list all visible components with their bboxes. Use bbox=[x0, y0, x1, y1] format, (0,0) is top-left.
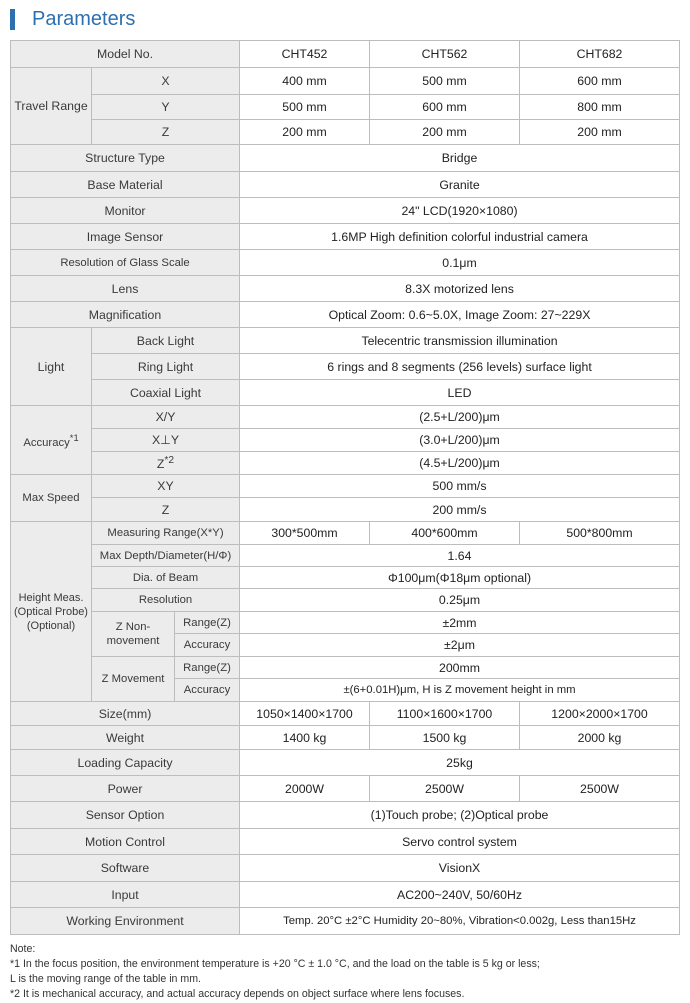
notes-section bbox=[10, 942, 685, 1002]
power-label: Power bbox=[11, 776, 240, 802]
model-3: CHT682 bbox=[520, 41, 680, 68]
max-speed-label: Max Speed bbox=[11, 475, 92, 522]
accuracy-z-label bbox=[92, 452, 240, 475]
accuracy-xperp-label: X⊥Y bbox=[92, 429, 240, 452]
z-non-movement-label: Z Non-movement bbox=[92, 612, 175, 657]
table-row-coaxial-light bbox=[11, 380, 680, 406]
loading-label: Loading Capacity bbox=[11, 750, 240, 776]
software-value: VisionX bbox=[240, 855, 680, 882]
image-sensor-label: Image Sensor bbox=[11, 224, 240, 250]
travel-z-2: 200 mm bbox=[370, 120, 520, 145]
sensor-option-label: Sensor Option bbox=[11, 802, 240, 829]
z-non-range-value: ±2mm bbox=[240, 612, 680, 634]
lens-label: Lens bbox=[11, 276, 240, 302]
size-1: 1050×1400×1700 bbox=[240, 702, 370, 726]
table-row-glass-scale bbox=[11, 250, 680, 276]
model-label: Model No. bbox=[11, 41, 240, 68]
input-value: AC200~240V, 50/60Hz bbox=[240, 882, 680, 908]
table-row-back-light bbox=[11, 328, 680, 354]
table-row-monitor bbox=[11, 198, 680, 224]
table-row-input bbox=[11, 882, 680, 908]
z-non-accuracy-label: Accuracy bbox=[175, 634, 240, 657]
ring-light-value: 6 rings and 8 segments (256 levels) surface light bbox=[240, 354, 680, 380]
table-row-travel-y bbox=[11, 95, 680, 120]
table-row-ring-light bbox=[11, 354, 680, 380]
page-title: Parameters bbox=[32, 8, 136, 30]
measuring-range-label: Measuring Range(X*Y) bbox=[92, 522, 240, 545]
base-material-value: Granite bbox=[240, 172, 680, 198]
speed-z-label: Z bbox=[92, 498, 240, 522]
travel-z-label: Z bbox=[92, 120, 240, 145]
magnification-label: Magnification bbox=[11, 302, 240, 328]
table-row-motion-control bbox=[11, 829, 680, 855]
beam-label: Dia. of Beam bbox=[92, 567, 240, 589]
accuracy-xperp-value: (3.0+L/200)μm bbox=[240, 429, 680, 452]
travel-x-2: 500 mm bbox=[370, 68, 520, 95]
power-2: 2500W bbox=[370, 776, 520, 802]
table-row-model bbox=[11, 41, 680, 68]
measuring-range-3: 500*800mm bbox=[520, 522, 680, 545]
title-accent-bar bbox=[10, 9, 15, 30]
lens-value: 8.3X motorized lens bbox=[240, 276, 680, 302]
travel-y-1: 500 mm bbox=[240, 95, 370, 120]
coaxial-light-label: Coaxial Light bbox=[92, 380, 240, 406]
measuring-range-1: 300*500mm bbox=[240, 522, 370, 545]
accuracy-footnote-mark: *1 bbox=[69, 431, 79, 443]
table-row-travel-z bbox=[11, 120, 680, 145]
glass-scale-value: 0.1μm bbox=[240, 250, 680, 276]
table-row-travel-x bbox=[11, 68, 680, 95]
table-row-accuracy-z bbox=[11, 452, 680, 475]
parameters-table bbox=[10, 40, 680, 935]
table-row-measuring-range bbox=[11, 522, 680, 545]
table-row-power bbox=[11, 776, 680, 802]
travel-y-2: 600 mm bbox=[370, 95, 520, 120]
environment-label: Working Environment bbox=[11, 908, 240, 935]
max-depth-value: 1.64 bbox=[240, 545, 680, 567]
table-row-speed-xy bbox=[11, 475, 680, 498]
model-1: CHT452 bbox=[240, 41, 370, 68]
accuracy-label-text: Accuracy bbox=[23, 436, 70, 449]
motion-control-value: Servo control system bbox=[240, 829, 680, 855]
z-move-range-value: 200mm bbox=[240, 657, 680, 679]
travel-y-label: Y bbox=[92, 95, 240, 120]
model-2: CHT562 bbox=[370, 41, 520, 68]
magnification-value: Optical Zoom: 0.6~5.0X, Image Zoom: 27~229X bbox=[240, 302, 680, 328]
glass-scale-label: Resolution of Glass Scale bbox=[11, 250, 240, 276]
ring-light-label: Ring Light bbox=[92, 354, 240, 380]
resolution-value: 0.25μm bbox=[240, 589, 680, 612]
travel-x-label: X bbox=[92, 68, 240, 95]
table-row-environment bbox=[11, 908, 680, 935]
z-movement-label: Z Movement bbox=[92, 657, 175, 702]
z-move-accuracy-value: ±(6+0.01H)μm, H is Z movement height in mm bbox=[240, 679, 680, 702]
table-row-image-sensor bbox=[11, 224, 680, 250]
note-1: *1 In the focus position, the environment temperature is +20 °C ± 1.0 °C, and the load on the table is 5 kg or less; bbox=[10, 958, 540, 970]
loading-value: 25kg bbox=[240, 750, 680, 776]
structure-type-value: Bridge bbox=[240, 145, 680, 172]
back-light-value: Telecentric transmission illumination bbox=[240, 328, 680, 354]
table-row-base bbox=[11, 172, 680, 198]
travel-range-label: Travel Range bbox=[11, 68, 92, 145]
travel-x-1: 400 mm bbox=[240, 68, 370, 95]
travel-z-1: 200 mm bbox=[240, 120, 370, 145]
z-non-accuracy-value: ±2μm bbox=[240, 634, 680, 657]
z-non-range-label: Range(Z) bbox=[175, 612, 240, 634]
monitor-value: 24" LCD(1920×1080) bbox=[240, 198, 680, 224]
table-row-weight bbox=[11, 726, 680, 750]
beam-value: Φ100μm(Φ18μm optional) bbox=[240, 567, 680, 589]
weight-label: Weight bbox=[11, 726, 240, 750]
speed-xy-label: XY bbox=[92, 475, 240, 498]
software-label: Software bbox=[11, 855, 240, 882]
table-row-beam bbox=[11, 567, 680, 589]
table-row-accuracy-xy bbox=[11, 406, 680, 429]
z-move-accuracy-label: Accuracy bbox=[175, 679, 240, 702]
speed-z-value: 200 mm/s bbox=[240, 498, 680, 522]
table-row-lens bbox=[11, 276, 680, 302]
measuring-range-2: 400*600mm bbox=[370, 522, 520, 545]
power-1: 2000W bbox=[240, 776, 370, 802]
weight-2: 1500 kg bbox=[370, 726, 520, 750]
environment-value: Temp. 20°C ±2°C Humidity 20~80%, Vibration<0.002g, Less than15Hz bbox=[240, 908, 680, 935]
motion-control-label: Motion Control bbox=[11, 829, 240, 855]
table-row-accuracy-xperp bbox=[11, 429, 680, 452]
table-row-sensor-option bbox=[11, 802, 680, 829]
max-depth-label: Max Depth/Diameter(H/Φ) bbox=[92, 545, 240, 567]
accuracy-xy-value: (2.5+L/200)μm bbox=[240, 406, 680, 429]
sensor-option-value: (1)Touch probe; (2)Optical probe bbox=[240, 802, 680, 829]
image-sensor-value: 1.6MP High definition colorful industrial camera bbox=[240, 224, 680, 250]
monitor-label: Monitor bbox=[11, 198, 240, 224]
table-row-structure bbox=[11, 145, 680, 172]
back-light-label: Back Light bbox=[92, 328, 240, 354]
speed-xy-value: 500 mm/s bbox=[240, 475, 680, 498]
table-row-software bbox=[11, 855, 680, 882]
table-row-loading bbox=[11, 750, 680, 776]
travel-z-3: 200 mm bbox=[520, 120, 680, 145]
size-label: Size(mm) bbox=[11, 702, 240, 726]
note-2: *2 It is mechanical accuracy, and actual accuracy depends on object surface where lens focuses. bbox=[10, 988, 465, 1000]
table-row-z-non-range bbox=[11, 612, 680, 634]
resolution-label: Resolution bbox=[92, 589, 240, 612]
z-move-range-label: Range(Z) bbox=[175, 657, 240, 679]
structure-type-label: Structure Type bbox=[11, 145, 240, 172]
table-row-size bbox=[11, 702, 680, 726]
table-row-magnification bbox=[11, 302, 680, 328]
accuracy-z-value: (4.5+L/200)μm bbox=[240, 452, 680, 475]
height-meas-label: Height Meas. (Optical Probe) (Optional) bbox=[11, 522, 92, 702]
note-1-continued: L is the moving range of the table in mm. bbox=[10, 973, 201, 985]
coaxial-light-value: LED bbox=[240, 380, 680, 406]
notes-heading: Note: bbox=[10, 943, 36, 955]
base-material-label: Base Material bbox=[11, 172, 240, 198]
table-row-speed-z bbox=[11, 498, 680, 522]
table-row-max-depth bbox=[11, 545, 680, 567]
accuracy-z-footnote-mark: *2 bbox=[164, 455, 175, 467]
table-row-z-move-range bbox=[11, 657, 680, 679]
weight-3: 2000 kg bbox=[520, 726, 680, 750]
weight-1: 1400 kg bbox=[240, 726, 370, 750]
light-label: Light bbox=[11, 328, 92, 406]
accuracy-z-label-text: Z bbox=[156, 457, 165, 472]
travel-y-3: 800 mm bbox=[520, 95, 680, 120]
table-row-resolution bbox=[11, 589, 680, 612]
size-2: 1100×1600×1700 bbox=[370, 702, 520, 726]
accuracy-label bbox=[11, 406, 92, 475]
travel-x-3: 600 mm bbox=[520, 68, 680, 95]
input-label: Input bbox=[11, 882, 240, 908]
accuracy-xy-label: X/Y bbox=[92, 406, 240, 429]
power-3: 2500W bbox=[520, 776, 680, 802]
size-3: 1200×2000×1700 bbox=[520, 702, 680, 726]
